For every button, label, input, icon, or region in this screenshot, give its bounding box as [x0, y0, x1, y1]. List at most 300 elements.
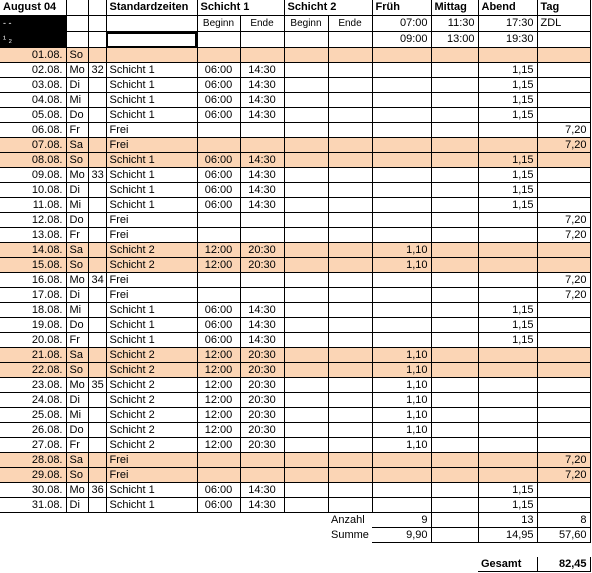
- abend-cell[interactable]: [478, 438, 537, 453]
- mittag-cell[interactable]: [431, 93, 478, 108]
- shift1-begin-cell[interactable]: 06:00: [197, 483, 240, 498]
- tag-cell[interactable]: [537, 423, 590, 438]
- standard-shift-cell[interactable]: Schicht 2: [106, 408, 197, 423]
- weekday-cell[interactable]: Fr: [66, 333, 88, 348]
- date-cell[interactable]: 13.08.: [0, 228, 66, 243]
- shift1-begin-cell[interactable]: 06:00: [197, 108, 240, 123]
- week-number-cell[interactable]: [88, 363, 106, 378]
- shift1-end-cell[interactable]: 14:30: [240, 183, 284, 198]
- standard-shift-cell[interactable]: Schicht 1: [106, 183, 197, 198]
- shift1-end-cell[interactable]: 20:30: [240, 258, 284, 273]
- mittag-cell[interactable]: [431, 198, 478, 213]
- shift2-end-cell[interactable]: [328, 483, 372, 498]
- date-cell[interactable]: 19.08.: [0, 318, 66, 333]
- date-cell[interactable]: 30.08.: [0, 483, 66, 498]
- shift1-begin-cell[interactable]: 12:00: [197, 438, 240, 453]
- date-cell[interactable]: 08.08.: [0, 153, 66, 168]
- tag-cell[interactable]: [537, 393, 590, 408]
- week-number-cell[interactable]: [88, 393, 106, 408]
- tag-cell[interactable]: 7,20: [537, 468, 590, 483]
- tag-cell[interactable]: [537, 168, 590, 183]
- abend-cell[interactable]: [478, 123, 537, 138]
- weekday-cell[interactable]: Mo: [66, 63, 88, 78]
- mittag-cell[interactable]: [431, 243, 478, 258]
- shift2-begin-cell[interactable]: [284, 123, 328, 138]
- shift1-begin-cell[interactable]: [197, 228, 240, 243]
- fruh-cell[interactable]: [372, 228, 431, 243]
- standard-shift-cell[interactable]: Frei: [106, 468, 197, 483]
- standard-shift-cell[interactable]: Schicht 2: [106, 348, 197, 363]
- shift2-end-cell[interactable]: [328, 273, 372, 288]
- tag-cell[interactable]: [537, 48, 590, 63]
- abend-cell[interactable]: [478, 288, 537, 303]
- shift1-begin-cell[interactable]: 06:00: [197, 153, 240, 168]
- shift2-end-cell[interactable]: [328, 123, 372, 138]
- week-number-cell[interactable]: [88, 468, 106, 483]
- abend-cell[interactable]: [478, 378, 537, 393]
- filter-control-2[interactable]: ¹ ₂: [0, 32, 66, 48]
- date-cell[interactable]: 15.08.: [0, 258, 66, 273]
- mittag-cell[interactable]: [431, 63, 478, 78]
- shift2-end-cell[interactable]: [328, 243, 372, 258]
- shift1-begin-cell[interactable]: 12:00: [197, 348, 240, 363]
- weekday-cell[interactable]: Mi: [66, 303, 88, 318]
- mittag-cell[interactable]: [431, 183, 478, 198]
- shift2-begin-cell[interactable]: [284, 63, 328, 78]
- shift1-begin-cell[interactable]: 12:00: [197, 243, 240, 258]
- weekday-cell[interactable]: So: [66, 258, 88, 273]
- fruh-cell[interactable]: [372, 198, 431, 213]
- shift1-end-cell[interactable]: 14:30: [240, 108, 284, 123]
- date-cell[interactable]: 25.08.: [0, 408, 66, 423]
- standard-shift-cell[interactable]: Schicht 2: [106, 258, 197, 273]
- date-cell[interactable]: 04.08.: [0, 93, 66, 108]
- abend-cell[interactable]: 1,15: [478, 168, 537, 183]
- shift2-begin-cell[interactable]: [284, 438, 328, 453]
- date-cell[interactable]: 01.08.: [0, 48, 66, 63]
- shift2-begin-cell[interactable]: [284, 258, 328, 273]
- week-number-cell[interactable]: [88, 198, 106, 213]
- shift1-end-cell[interactable]: 14:30: [240, 498, 284, 513]
- standard-shift-cell[interactable]: Schicht 1: [106, 333, 197, 348]
- week-number-cell[interactable]: [88, 138, 106, 153]
- shift2-end-cell[interactable]: [328, 93, 372, 108]
- filter-control-1[interactable]: - -: [0, 16, 66, 32]
- standard-shift-cell[interactable]: Schicht 2: [106, 363, 197, 378]
- tag-cell[interactable]: 7,20: [537, 273, 590, 288]
- shift1-begin-cell[interactable]: [197, 453, 240, 468]
- shift1-end-cell[interactable]: [240, 48, 284, 63]
- shift1-end-cell[interactable]: 14:30: [240, 63, 284, 78]
- shift1-end-cell[interactable]: 14:30: [240, 93, 284, 108]
- fruh-cell[interactable]: 1,10: [372, 348, 431, 363]
- mittag-cell[interactable]: [431, 273, 478, 288]
- week-number-cell[interactable]: [88, 123, 106, 138]
- week-number-cell[interactable]: [88, 438, 106, 453]
- mittag-cell[interactable]: [431, 393, 478, 408]
- week-number-cell[interactable]: 35: [88, 378, 106, 393]
- fruh-cell[interactable]: 1,10: [372, 258, 431, 273]
- weekday-cell[interactable]: Do: [66, 318, 88, 333]
- date-cell[interactable]: 20.08.: [0, 333, 66, 348]
- shift1-end-cell[interactable]: [240, 453, 284, 468]
- shift2-end-cell[interactable]: [328, 213, 372, 228]
- fruh-cell[interactable]: [372, 453, 431, 468]
- fruh-cell[interactable]: [372, 303, 431, 318]
- abend-cell[interactable]: 1,15: [478, 303, 537, 318]
- weekday-cell[interactable]: Fr: [66, 228, 88, 243]
- shift1-end-cell[interactable]: 14:30: [240, 198, 284, 213]
- week-number-cell[interactable]: [88, 228, 106, 243]
- abend-cell[interactable]: [478, 393, 537, 408]
- fruh-cell[interactable]: [372, 498, 431, 513]
- shift2-begin-cell[interactable]: [284, 213, 328, 228]
- weekday-cell[interactable]: Mi: [66, 408, 88, 423]
- shift2-end-cell[interactable]: [328, 498, 372, 513]
- shift2-end-cell[interactable]: [328, 318, 372, 333]
- standard-shift-cell[interactable]: Frei: [106, 138, 197, 153]
- standard-shift-cell[interactable]: Schicht 1: [106, 498, 197, 513]
- shift1-begin-cell[interactable]: 06:00: [197, 498, 240, 513]
- weekday-cell[interactable]: Fr: [66, 438, 88, 453]
- shift2-begin-cell[interactable]: [284, 333, 328, 348]
- abend-cell[interactable]: 1,15: [478, 78, 537, 93]
- shift2-end-cell[interactable]: [328, 378, 372, 393]
- tag-cell[interactable]: [537, 303, 590, 318]
- shift2-begin-cell[interactable]: [284, 348, 328, 363]
- tag-cell[interactable]: [537, 198, 590, 213]
- shift2-end-cell[interactable]: [328, 48, 372, 63]
- tag-cell[interactable]: 7,20: [537, 123, 590, 138]
- week-number-cell[interactable]: [88, 453, 106, 468]
- fruh-cell[interactable]: 1,10: [372, 393, 431, 408]
- shift1-end-cell[interactable]: 20:30: [240, 378, 284, 393]
- shift1-end-cell[interactable]: 20:30: [240, 348, 284, 363]
- abend-cell[interactable]: [478, 213, 537, 228]
- shift2-begin-cell[interactable]: [284, 273, 328, 288]
- abend-cell[interactable]: 1,15: [478, 198, 537, 213]
- weekday-cell[interactable]: Do: [66, 213, 88, 228]
- abend-cell[interactable]: [478, 258, 537, 273]
- shift1-end-cell[interactable]: 20:30: [240, 408, 284, 423]
- abend-cell[interactable]: [478, 243, 537, 258]
- abend-cell[interactable]: 1,15: [478, 318, 537, 333]
- weekday-cell[interactable]: Mo: [66, 378, 88, 393]
- fruh-cell[interactable]: [372, 213, 431, 228]
- shift1-begin-cell[interactable]: [197, 48, 240, 63]
- week-number-cell[interactable]: [88, 258, 106, 273]
- mittag-cell[interactable]: [431, 438, 478, 453]
- abend-cell[interactable]: [478, 138, 537, 153]
- shift1-begin-cell[interactable]: 12:00: [197, 378, 240, 393]
- weekday-cell[interactable]: Mo: [66, 273, 88, 288]
- shift2-end-cell[interactable]: [328, 363, 372, 378]
- mittag-cell[interactable]: [431, 423, 478, 438]
- shift1-begin-cell[interactable]: 12:00: [197, 363, 240, 378]
- abend-cell[interactable]: 1,15: [478, 153, 537, 168]
- mittag-cell[interactable]: [431, 48, 478, 63]
- date-cell[interactable]: 10.08.: [0, 183, 66, 198]
- tag-cell[interactable]: [537, 378, 590, 393]
- mittag-cell[interactable]: [431, 333, 478, 348]
- tag-cell[interactable]: [537, 153, 590, 168]
- abend-cell[interactable]: [478, 363, 537, 378]
- mittag-cell[interactable]: [431, 78, 478, 93]
- shift2-end-cell[interactable]: [328, 423, 372, 438]
- shift1-begin-cell[interactable]: 06:00: [197, 183, 240, 198]
- abend-cell[interactable]: [478, 453, 537, 468]
- standard-shift-cell[interactable]: Frei: [106, 228, 197, 243]
- shift1-end-cell[interactable]: [240, 228, 284, 243]
- weekday-cell[interactable]: Di: [66, 183, 88, 198]
- standard-shift-cell[interactable]: Frei: [106, 123, 197, 138]
- date-cell[interactable]: 26.08.: [0, 423, 66, 438]
- date-cell[interactable]: 11.08.: [0, 198, 66, 213]
- shift1-begin-cell[interactable]: 06:00: [197, 78, 240, 93]
- shift1-begin-cell[interactable]: [197, 123, 240, 138]
- shift1-end-cell[interactable]: 20:30: [240, 393, 284, 408]
- shift2-end-cell[interactable]: [328, 228, 372, 243]
- shift1-begin-cell[interactable]: 12:00: [197, 393, 240, 408]
- shift1-begin-cell[interactable]: 12:00: [197, 258, 240, 273]
- shift1-begin-cell[interactable]: 06:00: [197, 333, 240, 348]
- date-cell[interactable]: 16.08.: [0, 273, 66, 288]
- shift2-end-cell[interactable]: [328, 288, 372, 303]
- shift2-begin-cell[interactable]: [284, 198, 328, 213]
- shift1-end-cell[interactable]: 14:30: [240, 168, 284, 183]
- weekday-cell[interactable]: Fr: [66, 123, 88, 138]
- shift2-end-cell[interactable]: [328, 138, 372, 153]
- week-number-cell[interactable]: [88, 288, 106, 303]
- tag-cell[interactable]: [537, 498, 590, 513]
- abend-cell[interactable]: [478, 48, 537, 63]
- shift2-end-cell[interactable]: [328, 198, 372, 213]
- mittag-cell[interactable]: [431, 108, 478, 123]
- abend-cell[interactable]: [478, 468, 537, 483]
- week-number-cell[interactable]: 32: [88, 63, 106, 78]
- shift2-end-cell[interactable]: [328, 468, 372, 483]
- fruh-cell[interactable]: [372, 168, 431, 183]
- weekday-cell[interactable]: So: [66, 48, 88, 63]
- shift1-end-cell[interactable]: 14:30: [240, 483, 284, 498]
- tag-cell[interactable]: [537, 63, 590, 78]
- date-cell[interactable]: 06.08.: [0, 123, 66, 138]
- week-number-cell[interactable]: [88, 408, 106, 423]
- shift2-begin-cell[interactable]: [284, 453, 328, 468]
- shift2-end-cell[interactable]: [328, 108, 372, 123]
- shift2-begin-cell[interactable]: [284, 408, 328, 423]
- week-number-cell[interactable]: [88, 183, 106, 198]
- standard-shift-cell[interactable]: Schicht 1: [106, 318, 197, 333]
- date-cell[interactable]: 24.08.: [0, 393, 66, 408]
- mittag-cell[interactable]: [431, 498, 478, 513]
- date-cell[interactable]: 22.08.: [0, 363, 66, 378]
- date-cell[interactable]: 23.08.: [0, 378, 66, 393]
- mittag-cell[interactable]: [431, 213, 478, 228]
- fruh-cell[interactable]: [372, 123, 431, 138]
- shift2-end-cell[interactable]: [328, 183, 372, 198]
- fruh-cell[interactable]: 1,10: [372, 438, 431, 453]
- tag-cell[interactable]: [537, 438, 590, 453]
- tag-cell[interactable]: [537, 93, 590, 108]
- fruh-cell[interactable]: [372, 318, 431, 333]
- week-number-cell[interactable]: [88, 108, 106, 123]
- tag-cell[interactable]: [537, 183, 590, 198]
- shift1-end-cell[interactable]: 20:30: [240, 423, 284, 438]
- shift2-begin-cell[interactable]: [284, 108, 328, 123]
- shift2-begin-cell[interactable]: [284, 228, 328, 243]
- standard-shift-cell[interactable]: Schicht 1: [106, 63, 197, 78]
- date-cell[interactable]: 21.08.: [0, 348, 66, 363]
- tag-cell[interactable]: [537, 408, 590, 423]
- mittag-cell[interactable]: [431, 288, 478, 303]
- shift2-begin-cell[interactable]: [284, 168, 328, 183]
- week-number-cell[interactable]: 33: [88, 168, 106, 183]
- fruh-cell[interactable]: 1,10: [372, 363, 431, 378]
- shift2-end-cell[interactable]: [328, 453, 372, 468]
- weekday-cell[interactable]: Sa: [66, 453, 88, 468]
- shift2-end-cell[interactable]: [328, 153, 372, 168]
- week-number-cell[interactable]: [88, 48, 106, 63]
- fruh-cell[interactable]: [372, 63, 431, 78]
- fruh-cell[interactable]: [372, 333, 431, 348]
- fruh-cell[interactable]: 1,10: [372, 408, 431, 423]
- fruh-cell[interactable]: [372, 483, 431, 498]
- date-cell[interactable]: 09.08.: [0, 168, 66, 183]
- mittag-cell[interactable]: [431, 168, 478, 183]
- mittag-cell[interactable]: [431, 363, 478, 378]
- tag-cell[interactable]: [537, 348, 590, 363]
- week-number-cell[interactable]: [88, 333, 106, 348]
- shift2-begin-cell[interactable]: [284, 483, 328, 498]
- standard-shift-cell[interactable]: Schicht 1: [106, 93, 197, 108]
- standard-shift-cell[interactable]: Frei: [106, 453, 197, 468]
- week-number-cell[interactable]: [88, 213, 106, 228]
- weekday-cell[interactable]: So: [66, 363, 88, 378]
- shift1-end-cell[interactable]: [240, 123, 284, 138]
- shift2-begin-cell[interactable]: [284, 498, 328, 513]
- mittag-cell[interactable]: [431, 453, 478, 468]
- standard-shift-cell[interactable]: [106, 48, 197, 63]
- tag-cell[interactable]: 7,20: [537, 213, 590, 228]
- shift2-begin-cell[interactable]: [284, 138, 328, 153]
- weekday-cell[interactable]: Mo: [66, 168, 88, 183]
- fruh-cell[interactable]: [372, 153, 431, 168]
- fruh-cell[interactable]: [372, 183, 431, 198]
- mittag-cell[interactable]: [431, 483, 478, 498]
- weekday-cell[interactable]: Do: [66, 108, 88, 123]
- abend-cell[interactable]: 1,15: [478, 333, 537, 348]
- shift2-end-cell[interactable]: [328, 258, 372, 273]
- date-cell[interactable]: 27.08.: [0, 438, 66, 453]
- fruh-cell[interactable]: [372, 273, 431, 288]
- shift2-begin-cell[interactable]: [284, 303, 328, 318]
- standard-shift-cell[interactable]: Schicht 2: [106, 378, 197, 393]
- standard-shift-cell[interactable]: Schicht 1: [106, 78, 197, 93]
- shift1-end-cell[interactable]: [240, 273, 284, 288]
- date-cell[interactable]: 14.08.: [0, 243, 66, 258]
- mittag-cell[interactable]: [431, 228, 478, 243]
- weekday-cell[interactable]: Mi: [66, 93, 88, 108]
- date-cell[interactable]: 31.08.: [0, 498, 66, 513]
- shift2-end-cell[interactable]: [328, 168, 372, 183]
- standard-shift-cell[interactable]: Schicht 1: [106, 303, 197, 318]
- mittag-cell[interactable]: [431, 123, 478, 138]
- shift1-begin-cell[interactable]: 12:00: [197, 423, 240, 438]
- abend-cell[interactable]: [478, 408, 537, 423]
- shift2-begin-cell[interactable]: [284, 393, 328, 408]
- shift1-begin-cell[interactable]: [197, 468, 240, 483]
- shift1-end-cell[interactable]: [240, 468, 284, 483]
- shift2-begin-cell[interactable]: [284, 363, 328, 378]
- shift2-end-cell[interactable]: [328, 393, 372, 408]
- shift2-begin-cell[interactable]: [284, 78, 328, 93]
- weekday-cell[interactable]: So: [66, 468, 88, 483]
- weekday-cell[interactable]: Mi: [66, 198, 88, 213]
- tag-cell[interactable]: [537, 483, 590, 498]
- shift1-end-cell[interactable]: 14:30: [240, 303, 284, 318]
- week-number-cell[interactable]: 36: [88, 483, 106, 498]
- weekday-cell[interactable]: Sa: [66, 348, 88, 363]
- week-number-cell[interactable]: 34: [88, 273, 106, 288]
- week-number-cell[interactable]: [88, 243, 106, 258]
- shift1-begin-cell[interactable]: 06:00: [197, 198, 240, 213]
- date-cell[interactable]: 07.08.: [0, 138, 66, 153]
- shift2-end-cell[interactable]: [328, 78, 372, 93]
- mittag-cell[interactable]: [431, 153, 478, 168]
- shift1-end-cell[interactable]: 20:30: [240, 438, 284, 453]
- shift1-begin-cell[interactable]: 12:00: [197, 408, 240, 423]
- shift2-end-cell[interactable]: [328, 303, 372, 318]
- shift1-end-cell[interactable]: 14:30: [240, 333, 284, 348]
- shift1-begin-cell[interactable]: [197, 138, 240, 153]
- date-cell[interactable]: 18.08.: [0, 303, 66, 318]
- weekday-cell[interactable]: Sa: [66, 138, 88, 153]
- mittag-cell[interactable]: [431, 258, 478, 273]
- abend-cell[interactable]: 1,15: [478, 93, 537, 108]
- tag-cell[interactable]: [537, 363, 590, 378]
- abend-cell[interactable]: 1,15: [478, 483, 537, 498]
- abend-cell[interactable]: [478, 348, 537, 363]
- mittag-cell[interactable]: [431, 303, 478, 318]
- mittag-cell[interactable]: [431, 138, 478, 153]
- shift1-end-cell[interactable]: 20:30: [240, 243, 284, 258]
- week-number-cell[interactable]: [88, 93, 106, 108]
- fruh-cell[interactable]: [372, 48, 431, 63]
- shift2-begin-cell[interactable]: [284, 423, 328, 438]
- weekday-cell[interactable]: So: [66, 153, 88, 168]
- week-number-cell[interactable]: [88, 498, 106, 513]
- mittag-cell[interactable]: [431, 318, 478, 333]
- fruh-cell[interactable]: 1,10: [372, 378, 431, 393]
- mittag-cell[interactable]: [431, 378, 478, 393]
- mittag-cell[interactable]: [431, 408, 478, 423]
- fruh-cell[interactable]: [372, 468, 431, 483]
- shift1-begin-cell[interactable]: 06:00: [197, 63, 240, 78]
- shift1-end-cell[interactable]: [240, 213, 284, 228]
- shift1-end-cell[interactable]: 14:30: [240, 318, 284, 333]
- abend-cell[interactable]: [478, 423, 537, 438]
- shift1-begin-cell[interactable]: 06:00: [197, 303, 240, 318]
- standard-shift-cell[interactable]: Schicht 2: [106, 438, 197, 453]
- shift1-end-cell[interactable]: 20:30: [240, 363, 284, 378]
- shift1-begin-cell[interactable]: 06:00: [197, 93, 240, 108]
- selected-cell[interactable]: [106, 32, 197, 48]
- abend-cell[interactable]: 1,15: [478, 498, 537, 513]
- tag-cell[interactable]: [537, 318, 590, 333]
- week-number-cell[interactable]: [88, 423, 106, 438]
- abend-cell[interactable]: 1,15: [478, 183, 537, 198]
